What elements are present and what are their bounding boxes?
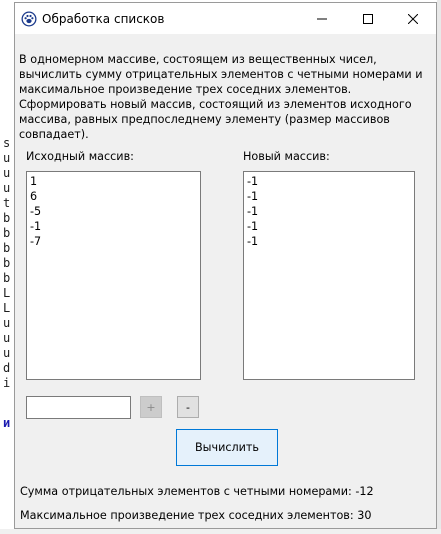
new-array-listbox[interactable] [243,171,415,380]
list-item[interactable]: -1 [247,175,259,188]
app-window [14,2,437,529]
source-array-listbox[interactable] [26,171,201,380]
code-line: u [3,181,11,195]
code-line: b [3,271,11,285]
background-bottom-strip [0,529,441,534]
code-line: b [3,211,11,225]
code-line: t [3,196,11,210]
maximize-button[interactable] [345,3,391,34]
negative-sum-result: Сумма отрицательных элементов с четными номерами: -12 [20,485,374,498]
code-line: s [3,136,11,150]
code-line: b [3,241,11,255]
list-item[interactable]: 6 [30,190,38,203]
maximize-icon [363,14,373,24]
title-bar[interactable] [15,3,436,34]
list-item[interactable]: -1 [247,205,259,218]
close-button[interactable] [390,3,436,34]
code-line: u [3,166,11,180]
minimize-button[interactable] [299,3,345,34]
paw-app-icon [21,11,37,27]
list-item[interactable]: -1 [247,235,259,248]
list-item[interactable]: -1 [247,190,259,203]
code-line: u [3,346,11,360]
code-line: b [3,226,11,240]
window-title: Обработка списков [42,12,165,26]
list-item[interactable]: -1 [30,220,42,233]
list-item[interactable]: 1 [30,175,38,188]
code-line: u [3,316,11,330]
background-code-editor [0,0,14,534]
code-line: i [3,376,11,390]
code-line: L [3,301,11,315]
code-line: и [3,416,11,430]
remove-element-button[interactable]: - [177,396,199,418]
background-right-strip [437,0,441,534]
add-element-button[interactable]: + [140,396,162,418]
minimize-icon [317,14,327,24]
task-description: В одномерном массиве, состоящем из вещественных чисел, вычислить сумму отрицательных элементов с четными номерами и максимальное произведение трех соседних элементов. Сформировать новый массив, состоящий из элементов исходного массива, равных предпоследнему элементу (размер массивов совпадает). [19,53,423,141]
code-line: L [3,286,11,300]
calculate-button[interactable]: Вычислить [176,429,278,466]
max-product-result: Максимальное произведение трех соседних элементов: 30 [20,509,372,522]
code-line: u [3,331,11,345]
new-array-label: Новый массив: [243,150,330,163]
code-line: d [3,361,11,375]
code-line: u [3,151,11,165]
code-line: b [3,256,11,270]
list-item[interactable]: -5 [30,205,42,218]
source-array-label: Исходный массив: [26,150,134,163]
element-input[interactable] [26,396,131,419]
list-item[interactable]: -1 [247,220,259,233]
close-icon [408,14,418,24]
list-item[interactable]: -7 [30,235,42,248]
